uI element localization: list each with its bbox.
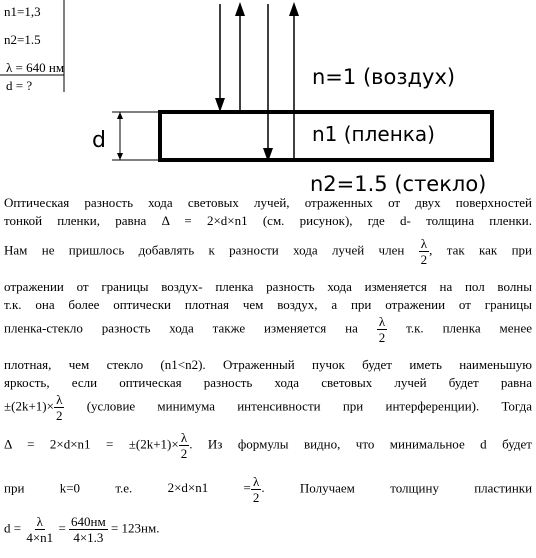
air-label: n=1 (воздух): [312, 65, 456, 89]
formula-interference-equation: Δ = 2×d×n1 = ±(2k+1)×: [4, 436, 179, 452]
fraction-640-over-4x13: [69, 514, 108, 545]
text-l2-a: тонкой пленки, равна: [4, 213, 147, 228]
text-line-9: [4, 392, 532, 423]
fraction-denominator: 4×1.3: [73, 530, 104, 545]
fraction-numerator: λ: [56, 392, 63, 407]
fraction-lambda-over-2: [251, 474, 265, 505]
text-l11-c: т.е.: [115, 480, 133, 496]
answer-value: = 123нм.: [110, 520, 160, 536]
given-n1: n1=1,3: [4, 4, 41, 19]
fraction-denominator: 4×n1: [26, 530, 54, 545]
fraction-lambda-over-2: [377, 314, 388, 345]
text-l3-a: Нам не пришлось добавлять к разности хода лучей член: [4, 242, 405, 258]
text-l11-e: Получаем: [299, 480, 355, 496]
text-l11-g: толщину: [390, 480, 439, 496]
text-l11-d: .: [261, 480, 265, 496]
text-line-4: [4, 279, 532, 295]
glass-label: n2=1.5 (стекло): [310, 172, 487, 196]
fraction-numerator: λ: [378, 314, 386, 329]
fraction-denominator: 2: [252, 490, 260, 505]
text-line-6: [4, 314, 532, 345]
fraction-numerator: λ: [36, 514, 43, 529]
text-l11-a: при: [4, 480, 25, 496]
fraction-denominator: 2: [55, 408, 63, 423]
text-l7: плотная, чем стекло (n1<n2). Отраженный пучок будет иметь наименьшую: [4, 357, 532, 372]
fraction-lambda-over-2: [54, 392, 65, 423]
fraction-lambda-over-2: [179, 430, 190, 461]
fraction-denominator: 2: [180, 446, 188, 461]
text-l12-b: =: [58, 520, 66, 536]
text-l11-h: пластинки: [474, 480, 533, 496]
text-l6-b: т.к. пленка менее: [406, 320, 533, 336]
fraction-denominator: 2: [420, 252, 428, 267]
text-line-1: [4, 195, 532, 211]
fraction-lambda-over-2: [419, 236, 430, 267]
formula-path-difference: Δ = 2×d×n1: [161, 213, 248, 228]
text-l6-a: пленка-стекло разность хода также изменяется на: [4, 320, 358, 336]
d-label: d: [92, 128, 106, 153]
text-line-7: [4, 357, 532, 373]
text-l8: яркость, если оптическая разность хода световых лучей будет равна: [4, 375, 532, 390]
fraction-numerator: λ: [180, 430, 188, 445]
text-l10-b: . Из формулы видно, что минимальное d будет: [189, 436, 532, 452]
given-n2: n2=1.5: [4, 32, 41, 47]
formula-d-equals: d =: [4, 520, 22, 536]
text-l2-b: (см. рисунок), где d- толщина пленки.: [262, 213, 532, 228]
formula-minimum-condition: ±(2k+1)×: [4, 398, 54, 414]
text-line-3: [4, 236, 532, 267]
formula-k0: 2×d×n1 =: [167, 480, 251, 496]
ray-reflected-1-arrowhead: [235, 2, 245, 16]
ray-reflected-2-arrowhead: [289, 2, 299, 16]
fraction-lambda-over-4n1: [24, 514, 55, 545]
d-arrow-bottom: [117, 153, 123, 160]
text-l11-b: k=0: [59, 480, 81, 496]
fraction-numerator: λ: [252, 474, 260, 489]
text-l4: отражении от границы воздух- пленка разность хода изменяется на пол волны: [4, 279, 532, 294]
thin-film-diagram: [0, 0, 536, 200]
text-line-5: [4, 297, 532, 313]
given-lambda: λ = 640 нм: [6, 60, 65, 75]
film-label: n1 (пленка): [312, 122, 435, 146]
d-arrow-top: [117, 112, 123, 119]
ray-incident-1-arrowhead: [215, 98, 225, 112]
given-d: d = ?: [6, 78, 33, 93]
text-l5: т.к. она более оптически плотная чем воздух, а при отражении от границы: [4, 297, 532, 312]
text-line-2: [4, 213, 532, 229]
text-l9-b: (условие минимума интенсивности при интерференции). Тогда: [86, 398, 533, 414]
text-line-11: [4, 474, 532, 505]
text-line-12: [4, 514, 159, 545]
text-l3-b: , так как при: [429, 242, 533, 258]
text-line-8: [4, 375, 532, 391]
fraction-denominator: 2: [378, 330, 386, 345]
text-line-10: [4, 430, 532, 461]
text-l1: Оптическая разность хода световых лучей, отраженных от двух поверхностей: [4, 195, 532, 210]
fraction-numerator: 640нм: [71, 514, 106, 529]
fraction-numerator: λ: [420, 236, 428, 251]
